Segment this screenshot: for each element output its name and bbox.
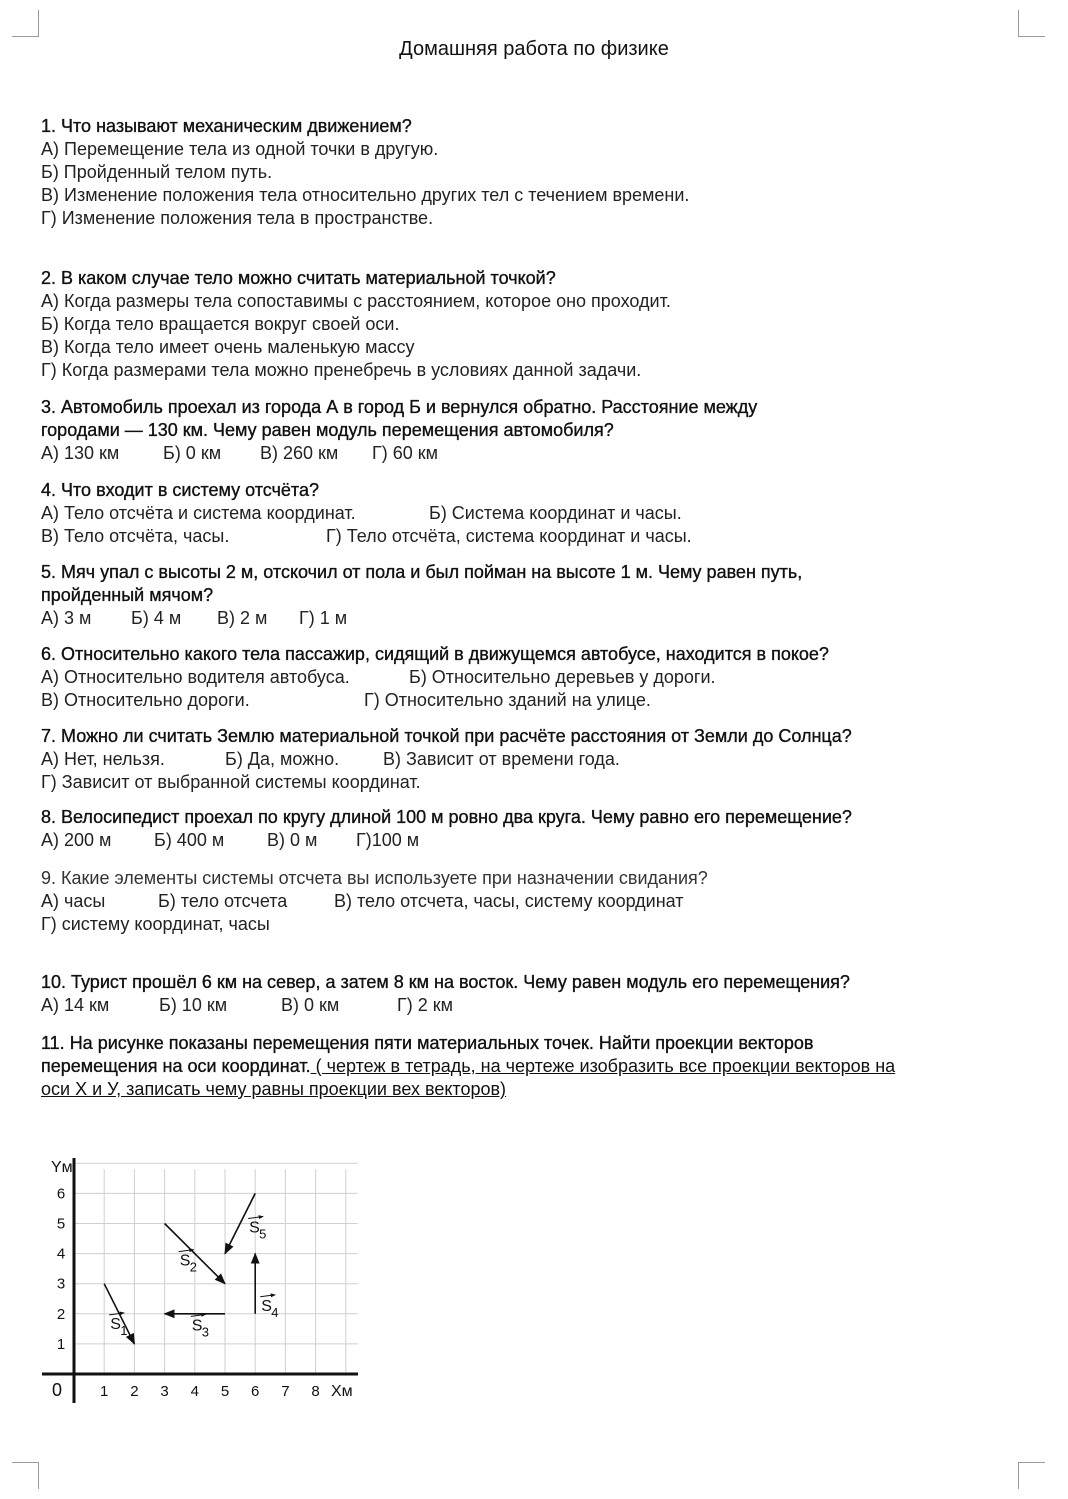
vector-subscript: 5: [259, 1226, 267, 1242]
task-instruction-cont: оси Х и У, записать чему равны проекции вех векторов): [41, 1079, 507, 1099]
option-a: А) Тело отсчёта и система координат.: [41, 503, 356, 523]
option-c: В) Относительно дороги.: [41, 690, 250, 710]
answer-line: В) Изменение положения тела относительно других тел с течением времени.: [41, 185, 690, 205]
question-text-cont: пройденный мячом?: [41, 585, 214, 605]
question-text-cont: городами — 130 км. Чему равен модуль перемещения автомобиля?: [41, 420, 614, 440]
x-tick-label: 7: [281, 1383, 290, 1400]
vector-subscript: 2: [189, 1259, 197, 1275]
task-instruction: ( чертеж в тетрадь, на чертеже изобразить все проекции векторов на: [310, 1056, 896, 1076]
vector-subscript: 3: [201, 1324, 210, 1340]
vector-subscript: 4: [271, 1304, 279, 1320]
y-axis-label: Yм: [51, 1159, 73, 1176]
answer-line: Б) Пройденный телом путь.: [41, 162, 273, 182]
option-a: А) 3 м: [41, 608, 92, 628]
answer-line: А) Когда размеры тела сопоставимы с расстоянием, которое оно проходит.: [41, 291, 671, 311]
y-tick-label: 3: [56, 1275, 66, 1293]
option-a: А) Нет, нельзя.: [41, 749, 165, 769]
x-tick-label: 1: [100, 1383, 109, 1400]
vector-label: S: [179, 1252, 191, 1270]
option-b: Б) 10 км: [159, 995, 228, 1015]
vector-label: S: [191, 1317, 203, 1335]
question-text-cont: перемещения на оси координат.: [41, 1056, 311, 1076]
option-c: В) тело отсчета, часы, систему координат: [334, 891, 684, 911]
option-d: Г)100 м: [356, 830, 420, 850]
x-axis-label: Хм: [331, 1383, 353, 1400]
question-text: 7. Можно ли считать Землю материальной точкой при расчёте расстояния от Земли до Солнца?: [41, 726, 852, 746]
option-c: В) 0 км: [281, 995, 340, 1015]
vector-overline-arrow: [260, 1295, 275, 1297]
vector-label: S: [110, 1315, 121, 1333]
vector-subscript: 1: [120, 1322, 128, 1338]
answer-line: Г) Когда размерами тела можно пренебречь в условиях данной задачи.: [41, 360, 642, 380]
option-b: Б) Система координат и часы.: [429, 503, 682, 523]
question-text: 3. Автомобиль проехал из города А в город Б и вернулся обратно. Расстояние между: [41, 397, 758, 417]
vector-label: S: [261, 1297, 272, 1315]
x-tick-label: 6: [251, 1383, 260, 1400]
page-title: Домашняя работа по физике: [399, 38, 669, 60]
x-tick-label: 8: [311, 1383, 320, 1400]
answer-line: А) Перемещение тела из одной точки в другую.: [41, 139, 439, 159]
option-d: Г) 1 м: [299, 608, 348, 628]
question-text: 2. В каком случае тело можно считать материальной точкой?: [41, 268, 556, 288]
y-tick-label: 2: [56, 1305, 66, 1323]
option-c: В) 0 м: [267, 830, 318, 850]
answer-line: Г) Изменение положения тела в пространстве.: [41, 208, 434, 228]
x-tick-label: 5: [220, 1383, 230, 1400]
option-d: Г) 2 км: [397, 995, 454, 1015]
option-a: А) часы: [41, 891, 106, 911]
question-text: 11. На рисунке показаны перемещения пяти материальных точек. Найти проекции векторов: [41, 1033, 814, 1053]
option-a: А) 130 км: [41, 443, 120, 463]
option-b: Б) 400 м: [154, 830, 225, 850]
y-tick-label: 4: [56, 1245, 66, 1263]
x-tick-label: 4: [190, 1383, 199, 1400]
tick-labels: [57, 1185, 320, 1400]
question-text: 5. Мяч упал с высоты 2 м, отскочил от пола и был пойман на высоте 1 м. Чему равен путь,: [41, 562, 803, 582]
vector-label: S: [249, 1219, 260, 1237]
question-text: 6. Относительно какого тела пассажир, сидящий в движущемся автобусе, находится в покое?: [41, 644, 829, 664]
answer-line: В) Когда тело имеет очень маленькую массу: [41, 337, 415, 357]
vectors: [104, 1193, 278, 1344]
option-c: В) 2 м: [217, 608, 268, 628]
option-b: Б) Да, можно.: [225, 749, 340, 769]
question-text: 10. Турист прошёл 6 км на север, а затем 8 км на восток. Чему равен модуль его перемещения?: [41, 972, 850, 992]
option-a: А) 14 км: [41, 995, 110, 1015]
answer-line: Г) систему координат, часы: [41, 914, 270, 934]
option-c: В) Зависит от времени года.: [383, 749, 620, 769]
x-tick-label: 2: [130, 1383, 139, 1400]
option-c: В) 260 км: [260, 443, 339, 463]
y-tick-label: 6: [56, 1185, 66, 1203]
option-b: Б) Относительно деревьев у дороги.: [409, 667, 716, 687]
option-a: А) Относительно водителя автобуса.: [41, 667, 350, 687]
answer-line: Г) Зависит от выбранной системы координат.: [41, 772, 421, 792]
option-b: Б) тело отсчета: [158, 891, 288, 911]
option-b: Б) 0 км: [163, 443, 222, 463]
y-tick-label: 1: [56, 1335, 66, 1353]
question-text: 8. Велосипедист проехал по кругу длиной 100 м ровно два круга. Чему равно его перемещение?: [41, 807, 852, 827]
y-tick-label: 5: [56, 1215, 66, 1233]
option-d: Г) 60 км: [372, 443, 439, 463]
question-text: 1. Что называют механическим движением?: [41, 116, 412, 136]
answer-line: Б) Когда тело вращается вокруг своей оси.: [41, 314, 400, 334]
vector-s4: [255, 1254, 278, 1320]
x-tick-label: 3: [160, 1383, 169, 1400]
question-text: 9. Какие элементы системы отсчета вы используете при назначении свидания?: [41, 868, 708, 888]
option-c: В) Тело отсчёта, часы.: [41, 526, 230, 546]
vector-overline-arrow: [191, 1314, 206, 1316]
option-d: Г) Тело отсчёта, система координат и часы.: [326, 526, 692, 546]
axes: [42, 1158, 358, 1403]
option-a: А) 200 м: [41, 830, 112, 850]
origin-label: 0: [52, 1380, 63, 1400]
grid: [74, 1163, 358, 1374]
question-text: 4. Что входит в систему отсчёта?: [41, 480, 319, 500]
option-b: Б) 4 м: [131, 608, 182, 628]
option-d: Г) Относительно зданий на улице.: [364, 690, 651, 710]
